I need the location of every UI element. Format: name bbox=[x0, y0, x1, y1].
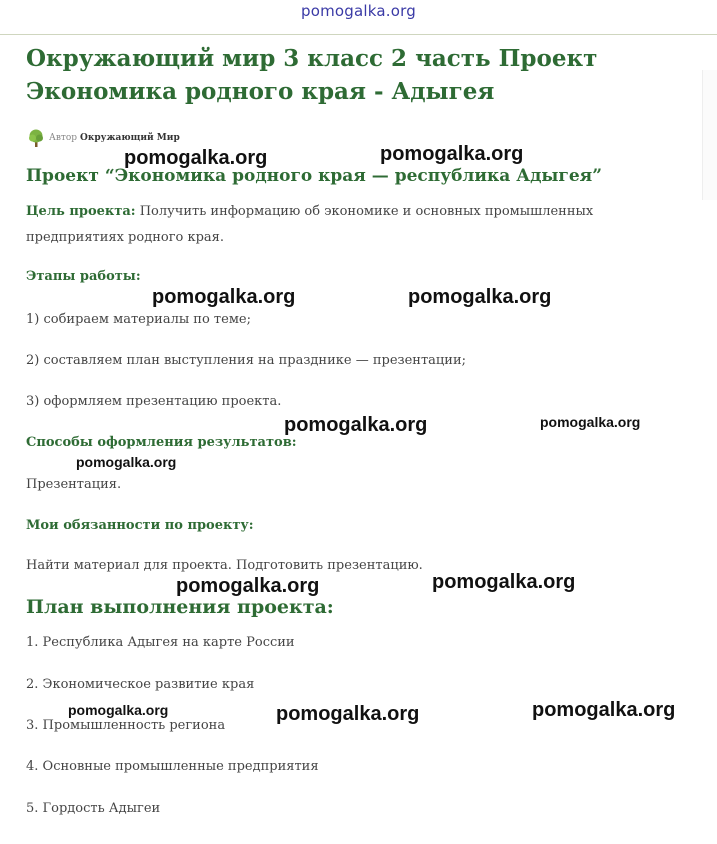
watermark: pomogalka.org bbox=[76, 454, 177, 470]
watermark: pomogalka.org bbox=[124, 147, 268, 169]
plan-item: 1. Республика Адыгея на карте России bbox=[26, 635, 295, 650]
watermark: pomogalka.org bbox=[68, 702, 169, 718]
watermark: pomogalka.org bbox=[284, 414, 428, 436]
goal-label: Цель проекта: bbox=[26, 204, 136, 219]
methods-label: Способы оформления результатов: bbox=[26, 435, 297, 450]
watermark: pomogalka.org bbox=[276, 703, 420, 725]
plan-item: 3. Промышленность региона bbox=[26, 718, 226, 733]
page-title-line1: Окружающий мир 3 класс 2 часть Проект bbox=[26, 45, 598, 72]
duties-label: Мои обязанности по проекту: bbox=[26, 518, 254, 533]
stage-item: 3) оформляем презентацию проекта. bbox=[26, 394, 282, 409]
plan-item: 4. Основные промышленные предприятия bbox=[26, 759, 319, 774]
watermark: pomogalka.org bbox=[176, 575, 320, 597]
page-title bbox=[26, 42, 686, 108]
watermark: pomogalka.org bbox=[432, 571, 576, 593]
stages-label: Этапы работы: bbox=[26, 269, 141, 284]
watermark: pomogalka.org bbox=[380, 143, 524, 165]
tree-icon bbox=[26, 128, 46, 148]
stage-item: 2) составляем план выступления на празднике — презентации; bbox=[26, 353, 466, 368]
plan-item: 5. Гордость Адыгеи bbox=[26, 801, 161, 816]
author-name[interactable]: Окружающий Мир bbox=[80, 133, 180, 143]
plan-item: 2. Экономическое развитие края bbox=[26, 677, 255, 692]
sidebar-edge bbox=[702, 70, 717, 200]
watermark: pomogalka.org bbox=[540, 414, 641, 430]
watermark: pomogalka.org bbox=[532, 699, 676, 721]
watermark: pomogalka.org bbox=[408, 286, 552, 308]
site-logo[interactable]: pomogalka.org bbox=[301, 2, 416, 20]
project-heading: Проект “Экономика родного края — республика Адыгея” bbox=[26, 166, 603, 186]
watermark: pomogalka.org bbox=[152, 286, 296, 308]
duties-text: Найти материал для проекта. Подготовить презентацию. bbox=[26, 558, 423, 573]
stage-item: 1) собираем материалы по теме; bbox=[26, 312, 251, 327]
page-title-line2: Экономика родного края - Адыгея bbox=[26, 78, 495, 105]
author-prefix: Автор bbox=[49, 133, 78, 143]
plan-heading: План выполнения проекта: bbox=[26, 596, 334, 618]
goal-text: Получить информацию об экономике и основных промышленных предприятиях родного края. bbox=[26, 204, 594, 245]
author-meta bbox=[26, 128, 180, 148]
methods-text: Презентация. bbox=[26, 477, 122, 492]
site-header bbox=[0, 0, 717, 35]
project-goal bbox=[26, 199, 666, 251]
